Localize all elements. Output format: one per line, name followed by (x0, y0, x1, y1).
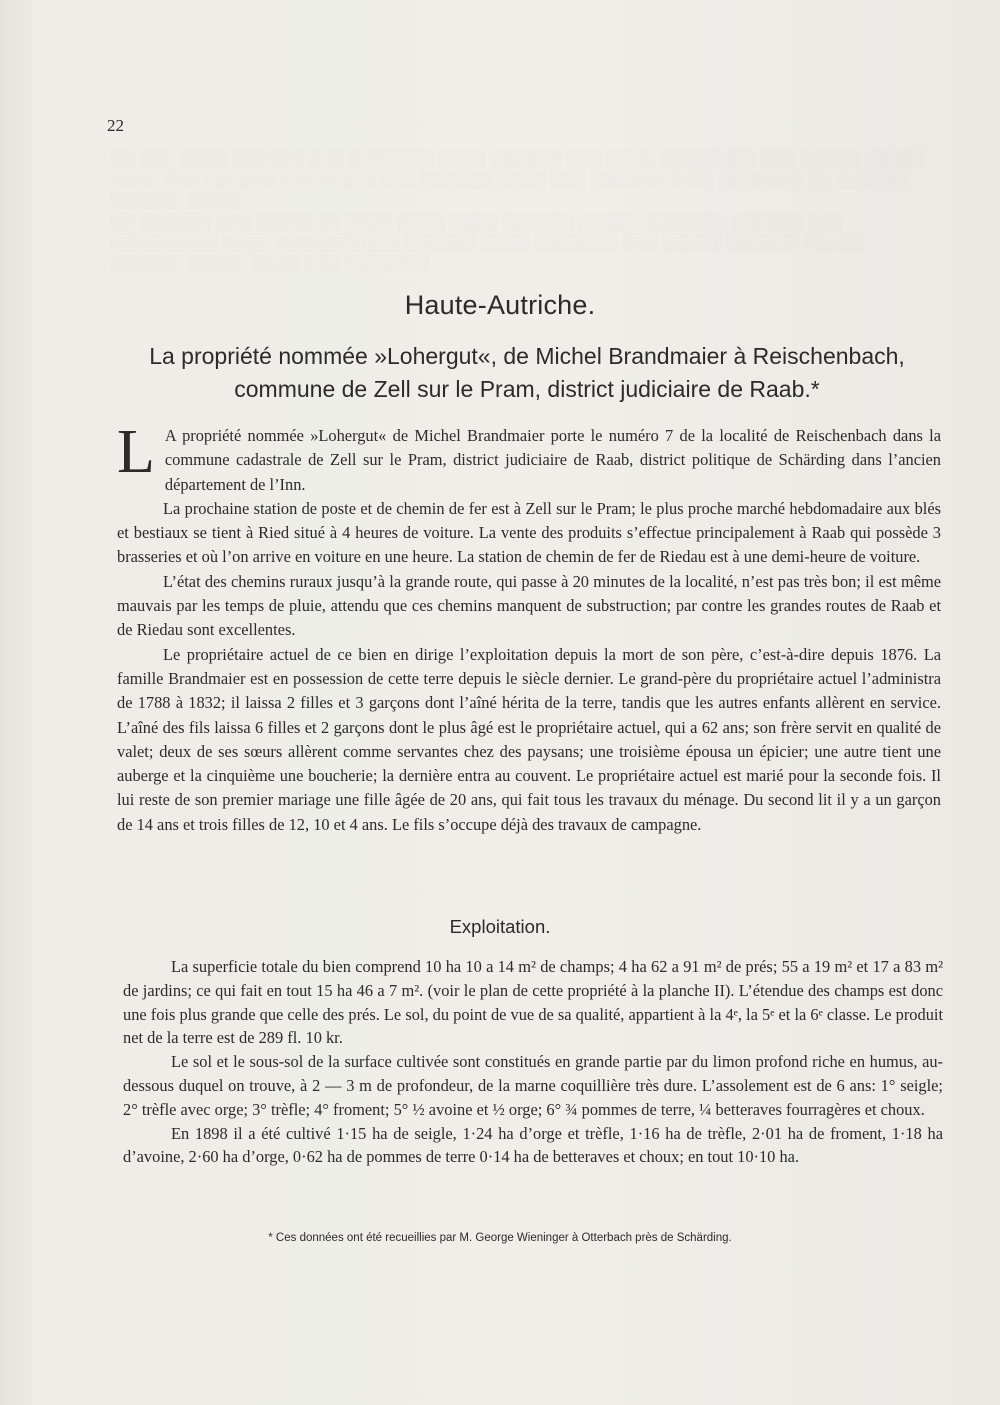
intro-paragraph (117, 418, 941, 497)
paragraph-crops-1898: En 1898 il a été cultivé 1·15 ha de seigle, 1·24 ha d’orge et trèfle, 1·16 ha de trèfle, 2·01 ha de froment, 1·18 ha d’avoine, 2·60 ha d’orge, 0·62 ha de pommes de terre 0·14 ha de betteraves et choux; en tout 10·10 ha. (123, 1123, 943, 1167)
bleed-through-texture: ░░ ░░░ ░░░░ ░░░░░░ ░░░ ░░░░░░░ ░░░░ ░░░░░░ ░░░ ░░░░ ░░░░░░░░ ░░░ ░░░░░ ░░░░░ ░░░░ ░░░ ░░░░░░ ░░░░░░░░ ░░░ ░░░░░░ ░░░░ ░░░ ░░░░░░ ░░░░ ░░░░░░░ ░░ ░░░░░░ ░░░░░░ ░░░░░ ░░ ░░░░░░ ░░░ ░░░░░░░ ░░░░ ░░░░ ░░░░ ░░░░░░ ░░░░░ ░░░░░░░ ░░░░░░ ░░░ ░░░░░░░░░ ░░░░ ░░░░░░░ ░░░ ░░░░░░ ░░░░ ░░░░░░░ ░░░ ░░░░░ ░░░░░░ ░░░░░ ░░░░░░ ░░░░░ ░░░░ ░░░ ░░░░░░░ (110, 149, 925, 273)
paragraph-roads: L’état des chemins ruraux jusqu’à la grande route, qui passe à 20 minutes de la localité, n’est pas très bon; il est même mauvais par les temps de pluie, attendu que ces chemins manquent de substruction; par contre les grandes routes de Raab et de Riedau sont excellentes. (117, 571, 941, 640)
section-title-exploitation: Exploitation. (449, 916, 551, 937)
drop-cap: L (117, 418, 155, 486)
exploitation-body (123, 955, 943, 1169)
intro-body (117, 418, 941, 837)
page-subtitle: La propriété nommée »Lohergut«, de Michel Brandmaier à Reischenbach, commune de Zell sur le Pram, district judiciaire de Raab.* (149, 343, 905, 402)
page-title: Haute-Autriche. (404, 290, 596, 320)
paragraph-family: Le propriétaire actuel de ce bien en dirige l’exploitation depuis la mort de son père, c’est-à-dire depuis 1876. La famille Brandmaier est en possession de cette terre depuis le siècle dernier. Le grand-père du propriétaire actuel l’administra de 1788 à 1832; il laissa 2 filles et 3 garçons dont l’aîné hérita de la terre, tandis que les autres enfants allèrent en service. L’aîné des fils laissa 6 filles et 2 garçons dont le plus âgé est le propriétaire actuel, qui a 62 ans; son frère servit en qualité de valet; deux de ses sœurs allèrent comme servantes chez des paysans; une troisième épousa un épicier; une autre tient une auberge et la cinquième une boucherie; la dernière entra au couvent. Le propriétaire actuel est marié pour la seconde fois. Il lui reste de son premier mariage une fille âgée de 20 ans, qui fait tous les travaux du ménage. Du second lit il y a un garçon de 14 ans et trois filles de 12, 10 et 4 ans. Le fils s’occupe déjà des travaux de campagne. (117, 644, 941, 834)
paragraph-transport: La prochaine station de poste et de chemin de fer est à Zell sur le Pram; le plus proche marché hebdomadaire aux blés et bestiaux se tient à Ried situé à 4 heures de voiture. La vente des produits s’effectue principalement à Raab qui possède 3 brasseries et où l’on arrive en voiture en une heure. La station de chemin de fer de Riedau est à une demi-heure de voiture. (117, 498, 941, 567)
paragraph-soil: Le sol et le sous-sol de la surface cultivée sont constitués en grande partie par du limon profond riche en humus, au-dessous duquel on trouve, à 2 — 3 m de profondeur, de la marne coquillière très dure. L’assolement est de 6 ans: 1° seigle; 2° trèfle avec orge; 3° trèfle; 4° froment; 5° ½ avoine et ½ orge; 6° ¾ pommes de terre, ¼ betteraves fourragères et choux. (123, 1052, 943, 1119)
intro-paragraph-text: A propriété nommée »Lohergut« de Michel Brandmaier porte le numéro 7 de la localité de Reischenbach dans la commune cadastrale de Zell sur le Pram, district judiciaire de Raab, district politique de Schärding dans l’ancien département de l’Inn. (164, 426, 941, 494)
footnote: * Ces données ont été recueillies par M. George Wieninger à Otterbach près de Schärding. (268, 1232, 732, 1244)
page-number: 22 (107, 116, 124, 135)
paragraph-surface: La superficie totale du bien comprend 10 ha 10 a 14 m² de champs; 4 ha 62 a 91 m² de prés; 55 a 19 m² et 17 a 83 m² de jardins; ce qui fait en tout 15 ha 46 a 7 m². (voir le plan de cette propriété à la planche II). L’étendue des champs est donc une fois plus grande que celle des prés. Le sol, du point de vue de sa qualité, appartient à la 4ᵉ, la 5ᵉ et la 6ᵉ classe. Le produit net de la terre est de 289 fl. 10 kr. (123, 957, 943, 1048)
